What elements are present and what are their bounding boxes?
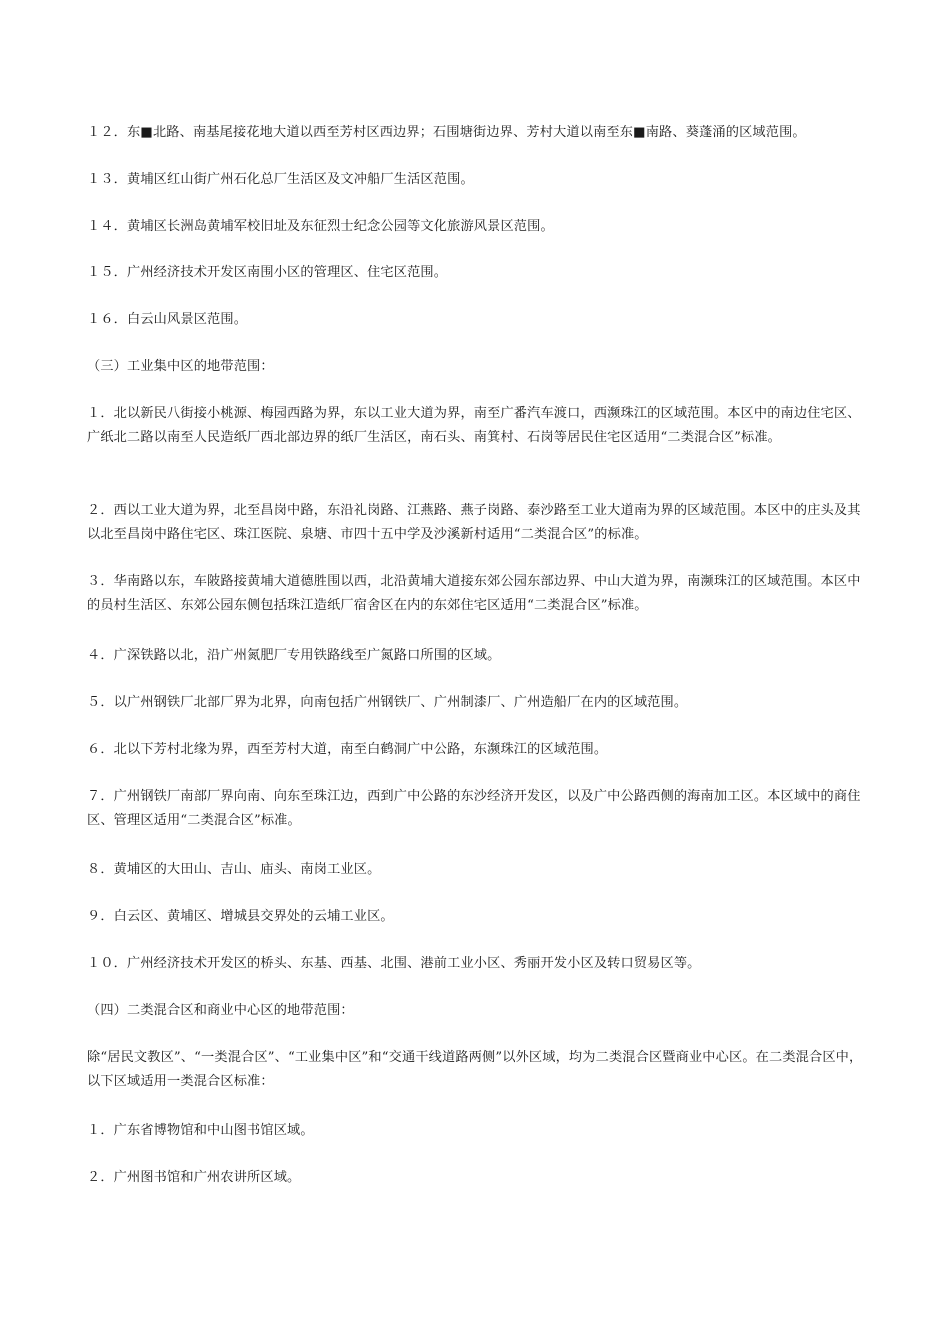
industrial-clause-5: ５．以广州钢铁厂北部厂界为北界，向南包括广州钢铁厂、广州制漆厂、广州造船厂在内的区域范围。 xyxy=(87,695,688,710)
mixed-clause-1: １．广东省博物馆和中山图书馆区域。 xyxy=(87,1123,314,1138)
section-heading-mixed: （四）二类混合区和商业中心区的地带范围： xyxy=(87,1003,354,1018)
industrial-clause-7: ７．广州钢铁厂南部厂界向南、向东至珠江边，西到广中公路的东沙经济开发区，以及广中公路西侧的海南加工区。本区域中的商住区、管理区适用“二类混合区”标准。 xyxy=(87,789,861,828)
clause-16: １６．白云山风景区范围。 xyxy=(87,312,248,327)
clause-14: １４．黄埔区长洲岛黄埔军校旧址及东征烈士纪念公园等文化旅游风景区范围。 xyxy=(87,219,554,234)
industrial-clause-1: １．北以新民八街接小桃源、梅园西路为界，东以工业大道为界，南至广番汽车渡口，西濒珠江的区域范围。本区中的南边住宅区、广纸北二路以南至人民造纸厂西北部边界的纸厂生活区，南石头、南箕村、石岗等居民住宅区适用“二类混合区”标准。 xyxy=(87,406,861,445)
industrial-clause-3: ３．华南路以东，车陂路接黄埔大道德胜围以西，北沿黄埔大道接东郊公园东部边界、中山大道为界，南濒珠江的区域范围。本区中的员村生活区、东郊公园东侧包括珠江造纸厂宿舍区在内的东郊住宅区适用“二类混合区”标准。 xyxy=(87,574,861,613)
clause-15: １５．广州经济技术开发区南围小区的管理区、住宅区范围。 xyxy=(87,265,448,280)
industrial-clause-9: ９．白云区、黄埔区、增城县交界处的云埔工业区。 xyxy=(87,909,394,924)
clause-12: １２．东■北路、南基尾接花地大道以西至芳村区西边界；石围塘街边界、芳村大道以南至东■南路、葵蓬涌的区域范围。 xyxy=(87,125,806,140)
mixed-zone-intro: 除“居民文教区”、“一类混合区”、“工业集中区”和“交通干线道路两侧”以外区域，均为二类混合区暨商业中心区。在二类混合区中，以下区域适用一类混合区标准： xyxy=(87,1050,863,1089)
industrial-clause-4: ４．广深铁路以北，沿广州氮肥厂专用铁路线至广氮路口所围的区域。 xyxy=(87,648,501,663)
industrial-clause-8: ８．黄埔区的大田山、吉山、庙头、南岗工业区。 xyxy=(87,862,381,877)
section-heading-industrial: （三）工业集中区的地带范围： xyxy=(87,359,274,374)
industrial-clause-6: ６．北以下芳村北缘为界，西至芳村大道，南至白鹤洞广中公路，东濒珠江的区域范围。 xyxy=(87,742,608,757)
clause-13: １３．黄埔区红山街广州石化总厂生活区及文冲船厂生活区范围。 xyxy=(87,172,474,187)
industrial-clause-2: ２．西以工业大道为界，北至昌岗中路，东沿礼岗路、江燕路、燕子岗路、泰沙路至工业大道南为界的区域范围。本区中的庄头及其以北至昌岗中路住宅区、珠江医院、泉塘、市四十五中学及沙溪新村适用“二类混合区”的标准。 xyxy=(87,503,861,542)
industrial-clause-10: １０．广州经济技术开发区的桥头、东基、西基、北围、港前工业小区、秀丽开发小区及转口贸易区等。 xyxy=(87,956,701,971)
mixed-clause-2: ２．广州图书馆和广州农讲所区域。 xyxy=(87,1170,301,1185)
